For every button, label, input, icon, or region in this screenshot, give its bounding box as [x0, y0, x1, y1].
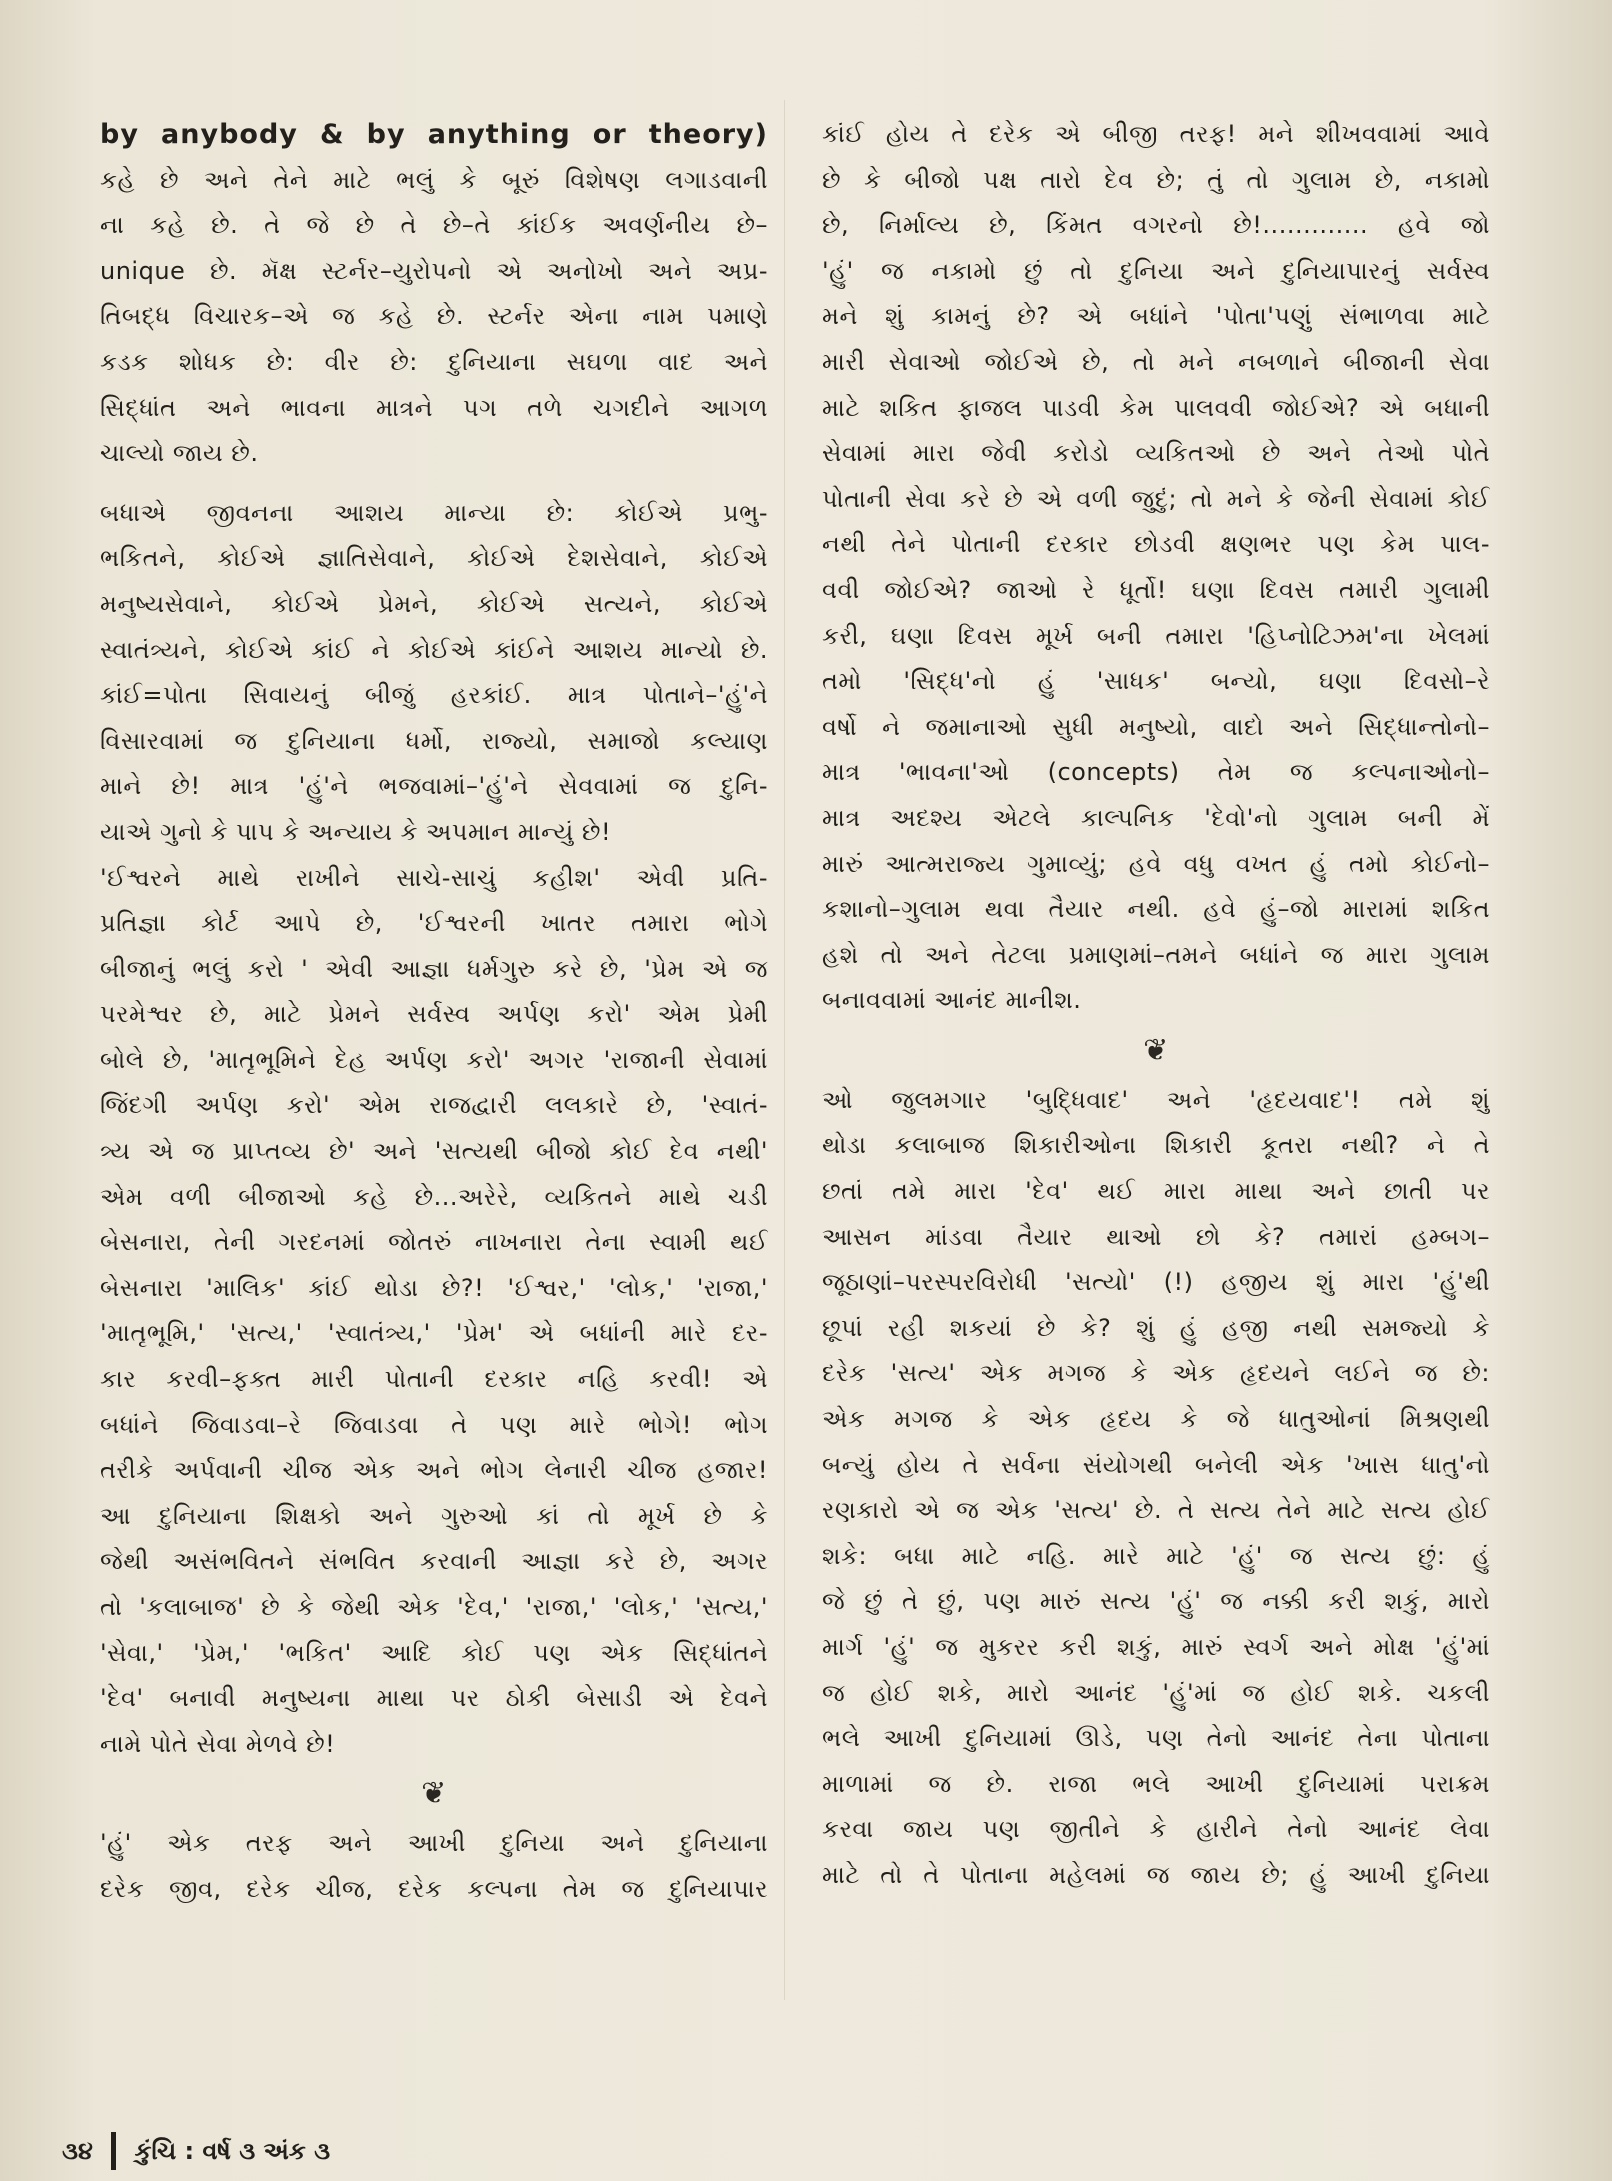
- text-line: તમો 'સિદ્ધ'નો હું 'સાધક' બન્યો, ઘણા દિવસો–રે: [822, 667, 1490, 696]
- text-line: સેવામાં મારા જેવી કરોડો વ્યકિતઓ છે અને તેઓ પોતે: [822, 439, 1490, 468]
- text-line: માળામાં જ છે. રાજા ભલે આખી દુનિયામાં પરાક્રમ: [822, 1769, 1490, 1798]
- text-line: બધાએ જીવનના આશય માન્યા છે: કોઈએ પ્રભુ-: [100, 498, 768, 527]
- page-number: ૩૪: [62, 2137, 93, 2165]
- text-line: જ હોઈ શકે, મારો આનંદ 'હું'માં જ હોઈ શકે. ચકલી: [822, 1678, 1490, 1707]
- text-line: કાંઈ=પોતા સિવાયનું બીજું હરકાંઈ. માત્ર પોતાને–'હું'ને: [100, 681, 768, 710]
- text-line: જે છું તે છું, પણ મારું સત્ય 'હું' જ નક્કી કરી શકું, મારો: [822, 1587, 1490, 1616]
- text-line: બેસનારા, તેની ગરદનમાં જોતરું નાખનારા તેના સ્વામી થઈ: [100, 1228, 768, 1257]
- section-ornament-icon: ❦: [1143, 1032, 1169, 1068]
- text-line: છૂપાં રહી શકયાં છે કે? શું હું હજી નથી સમજ્યો કે: [822, 1313, 1490, 1342]
- text-line: 'હું' જ નકામો છું તો દુનિયા અને દુનિયાપારનું સર્વસ્વ: [822, 256, 1490, 285]
- text-line: ચાલ્યો જાય છે.: [100, 439, 259, 468]
- text-line: 'હું' એક તરફ અને આખી દુનિયા અને દુનિયાના: [100, 1829, 768, 1858]
- right-column: [822, 112, 1490, 1899]
- text-line: ભલે આખી દુનિયામાં ઊડે, પણ તેનો આનંદ તેના પોતાના: [822, 1724, 1490, 1753]
- text-line: બીજાનું ભલું કરો ' એવી આજ્ઞા ધર્મગુરુ કરે છે, 'પ્રેમ એ જ: [100, 954, 768, 983]
- text-line: 'દેવ' બનાવી મનુષ્યના માથા પર ઠોકી બેસાડી એ દેવને: [100, 1684, 768, 1713]
- text-line: માત્ર 'ભાવના'ઓ (concepts) તેમ જ કલ્પનાઓનો–: [822, 758, 1490, 787]
- text-line: છે કે બીજો પક્ષ તારો દેવ છે; તું તો ગુલામ છે, નકામો: [822, 165, 1490, 194]
- text-line: વર્ષો ને જમાનાઓ સુધી મનુષ્યો, વાદો અને સિદ્ધાન્તોનો–: [822, 712, 1490, 741]
- text-line: યાએ ગુનો કે પાપ કે અન્યાય કે અપમાન માન્યું છે!: [100, 817, 612, 846]
- text-line: મારું આત્મરાજ્ય ગુમાવ્યું; હવે વધુ વખત હું તમો કોઈનો–: [822, 849, 1490, 878]
- text-line: કહે છે અને તેને માટે ભલું કે બૂરું વિશેષણ લગાડવાની: [100, 165, 768, 194]
- column-gutter: [784, 100, 785, 2000]
- text-line: કશાનો–ગુલામ થવા તૈયાર નથી. હવે હું–જો મારામાં શકિત: [822, 895, 1490, 924]
- text-line: પોતાની સેવા કરે છે એ વળી જુદું; તો મને કે જેની સેવામાં કોઈ: [822, 484, 1490, 513]
- text-line: નામે પોતે સેવા મેળવે છે!: [100, 1729, 336, 1758]
- text-line: દરેક 'સત્ય' એક મગજ કે એક હૃદયને લઈને જ છે:: [822, 1359, 1490, 1388]
- text-line: કડક શોધક છે: વીર છે: દુનિયાના સઘળા વાદ અને: [100, 347, 768, 376]
- text-line: જિંદગી અર્પણ કરો' એમ રાજદ્વારી લલકારે છે, 'સ્વાતં-: [100, 1091, 768, 1120]
- section-ornament-icon: ❦: [421, 1776, 447, 1812]
- text-line: આ દુનિયાના શિક્ષકો અને ગુરુઓ કાં તો મૂર્ખ છે કે: [100, 1501, 768, 1530]
- text-line: માત્ર અદશ્ય એટલે કાલ્પનિક 'દેવો'નો ગુલામ બની મેં: [822, 803, 1490, 832]
- paragraph-gap: [100, 477, 768, 491]
- page-footer: [62, 2130, 330, 2170]
- footer-divider: [111, 2132, 116, 2170]
- text-line: તરીકે અર્પવાની ચીજ એક અને ભોગ લેનારી ચીજ હજાર!: [100, 1456, 768, 1485]
- text-line: સ્વાતંત્ર્યને, કોઈએ કાંઈ ને કોઈએ કાંઈને આશય માન્યો છે.: [100, 635, 768, 664]
- text-line: 'ઈશ્વરને માથે રાખીને સાચે-સાચું કહીશ' એવી પ્રતિ-: [100, 863, 768, 892]
- text-line: બેસનારા 'માલિક' કાંઈ થોડા છે?! 'ઈશ્વર,' 'લોક,' 'રાજા,': [100, 1273, 768, 1302]
- text-line: ભકિતને, કોઈએ જ્ઞાતિસેવાને, કોઈએ દેશસેવાને, કોઈએ: [100, 544, 768, 573]
- text-line: ત્ર્ય એ જ પ્રાપ્તવ્ય છે' અને 'સત્યથી બીજો કોઈ દેવ નથી': [100, 1137, 768, 1166]
- text-line: ના કહે છે. તે જે છે તે છે–તે કાંઈક અવર્ણનીય છે–: [100, 211, 768, 240]
- text-line: એક મગજ કે એક હૃદય કે જે ધાતુઓનાં મિશ્રણથી: [822, 1405, 1490, 1434]
- text-line: કાંઈ હોય તે દરેક એ બીજી તરફ! મને શીખવવામાં આવે: [822, 120, 1490, 148]
- text-line: પરમેશ્વર છે, માટે પ્રેમને સર્વસ્વ અર્પણ કરો' એમ પ્રેમી: [100, 1000, 768, 1029]
- text-line: સિદ્ધાંત અને ભાવના માત્રને પગ તળે ચગદીને આગળ: [100, 393, 768, 422]
- text-line: ઓ જુલમગાર 'બુદ્ધિવાદ' અને 'હૃદયવાદ'! તમે શું: [822, 1085, 1490, 1114]
- text-line: બન્યું હોય તે સર્વના સંયોગથી બનેલી એક 'ખાસ ધાતુ'નો: [822, 1450, 1490, 1479]
- text-line: મને શું કામનું છે? એ બધાંને 'પોતા'પણું સંભાળવા માટે: [822, 302, 1490, 331]
- text-line: મારી સેવાઓ જોઈએ છે, તો મને નબળાને બીજાની સેવા: [822, 347, 1490, 376]
- text-line: છતાં તમે મારા 'દેવ' થઈ મારા માથા અને છાતી પર: [822, 1177, 1490, 1206]
- text-line: મનુષ્યસેવાને, કોઈએ પ્રેમને, કોઈએ સત્યને, કોઈએ: [100, 589, 768, 618]
- text-line: પ્રતિજ્ઞા કોર્ટ આપે છે, 'ઈશ્વરની ખાતર તમારા ભોગે: [100, 909, 768, 938]
- text-line: રણકારો એ જ એક 'સત્ય' છે. તે સત્ય તેને માટે સત્ય હોઈ: [822, 1496, 1490, 1525]
- magazine-issue: કુંચિ : વર્ષ ૩ અંક ૩: [134, 2137, 331, 2165]
- text-line: આસન માંડવા તૈયાર થાઓ છો કે? તમારાં હમ્બગ–: [822, 1222, 1490, 1251]
- text-line: માર્ગ 'હું' જ મુકરર કરી શકું, મારું સ્વર્ગ અને મોક્ષ 'હું'માં: [822, 1633, 1490, 1661]
- text-line: કાર કરવી–ફક્ત મારી પોતાની દરકાર નહિ કરવી! એ: [100, 1365, 768, 1394]
- text-line: તો 'કલાબાજ' છે કે જેથી એક 'દેવ,' 'રાજા,' 'લોક,' 'સત્ય,': [100, 1593, 768, 1621]
- text-line: હશે તો અને તેટલા પ્રમાણમાં–તમને બધાંને જ મારા ગુલામ: [822, 940, 1490, 969]
- text-line: માને છે! માત્ર 'હું'ને ભજવામાં–'હું'ને સેવવામાં જ દુનિ-: [100, 772, 768, 801]
- text-line: unique છે. મૅક્ષ સ્ટર્નર–યુરોપનો એ અનોખો અને અપ્ર-: [100, 256, 768, 285]
- text-line: 'સેવા,' 'પ્રેમ,' 'ભકિત' આદિ કોઈ પણ એક સિદ્ધાંતને: [100, 1638, 768, 1667]
- text-line: તિબદ્ધ વિચારક–એ જ કહે છે. સ્ટર્નર એના નામ પમાણે: [100, 302, 768, 331]
- left-column: [100, 112, 768, 1913]
- text-line: કરવા જાય પણ જીતીને કે હારીને તેનો આનંદ લેવા: [822, 1815, 1490, 1844]
- text-line: બોલે છે, 'માતૃભૂમિને દેહ અર્પણ કરો' અગર 'રાજાની સેવામાં: [100, 1045, 768, 1074]
- text-line: 'માતૃભૂમિ,' 'સત્ય,' 'સ્વાતંત્ર્ય,' 'પ્રેમ' એ બધાંની મારે દર-: [100, 1319, 768, 1348]
- text-line: થોડા કલાબાજ શિકારીઓના શિકારી કૂતરા નથી? ને તે: [822, 1131, 1490, 1160]
- text-line: શકે: બધા માટે નહિ. મારે માટે 'હું' જ સત્ય છું: હું: [822, 1541, 1490, 1570]
- text-line: by anybody & by anything or theory): [100, 119, 768, 150]
- text-line: કરી, ઘણા દિવસ મૂર્ખ બની તમારા 'હિપ્નોટિઝમ'ના ખેલમાં: [822, 621, 1490, 650]
- text-line: બધાંને જિવાડવા–રે જિવાડવા તે પણ મારે ભોગે! ભોગ: [100, 1410, 768, 1439]
- text-line: માટે તો તે પોતાના મહેલમાં જ જાય છે; હું આખી દુનિયા: [822, 1860, 1490, 1889]
- text-line: એમ વળી બીજાઓ કહે છે...અરેરે, વ્યકિતને માથે ચડી: [100, 1182, 768, 1211]
- text-line: જેથી અસંભવિતને સંભવિત કરવાની આજ્ઞા કરે છે, અગર: [100, 1547, 768, 1576]
- text-line: જૂઠાણાં–પરસ્પરવિરોધી 'સત્યો' (!) હજીય શું મારા 'હું'થી: [822, 1268, 1490, 1297]
- text-line: દરેક જીવ, દરેક ચીજ, દરેક કલ્પના તેમ જ દુનિયાપાર: [100, 1874, 768, 1903]
- text-line: બનાવવામાં આનંદ માનીશ.: [822, 986, 1082, 1015]
- text-line: છે, નિર્માલ્ય છે, કિંમત વગરનો છે!............. હવે જો: [822, 211, 1490, 240]
- text-line: માટે શકિત ફાજલ પાડવી કેમ પાલવવી જોઈએ? એ બધાની: [822, 393, 1490, 422]
- text-line: વિસારવામાં જ દુનિયાના ધર્મો, રાજ્યો, સમાજો કલ્યાણ: [100, 726, 768, 755]
- text-line: વવી જોઈએ? જાઓ રે ધૂર્તો! ઘણા દિવસ તમારી ગુલામી: [822, 575, 1490, 604]
- text-line: નથી તેને પોતાની દરકાર છોડવી ક્ષણભર પણ કેમ પાલ-: [822, 530, 1490, 559]
